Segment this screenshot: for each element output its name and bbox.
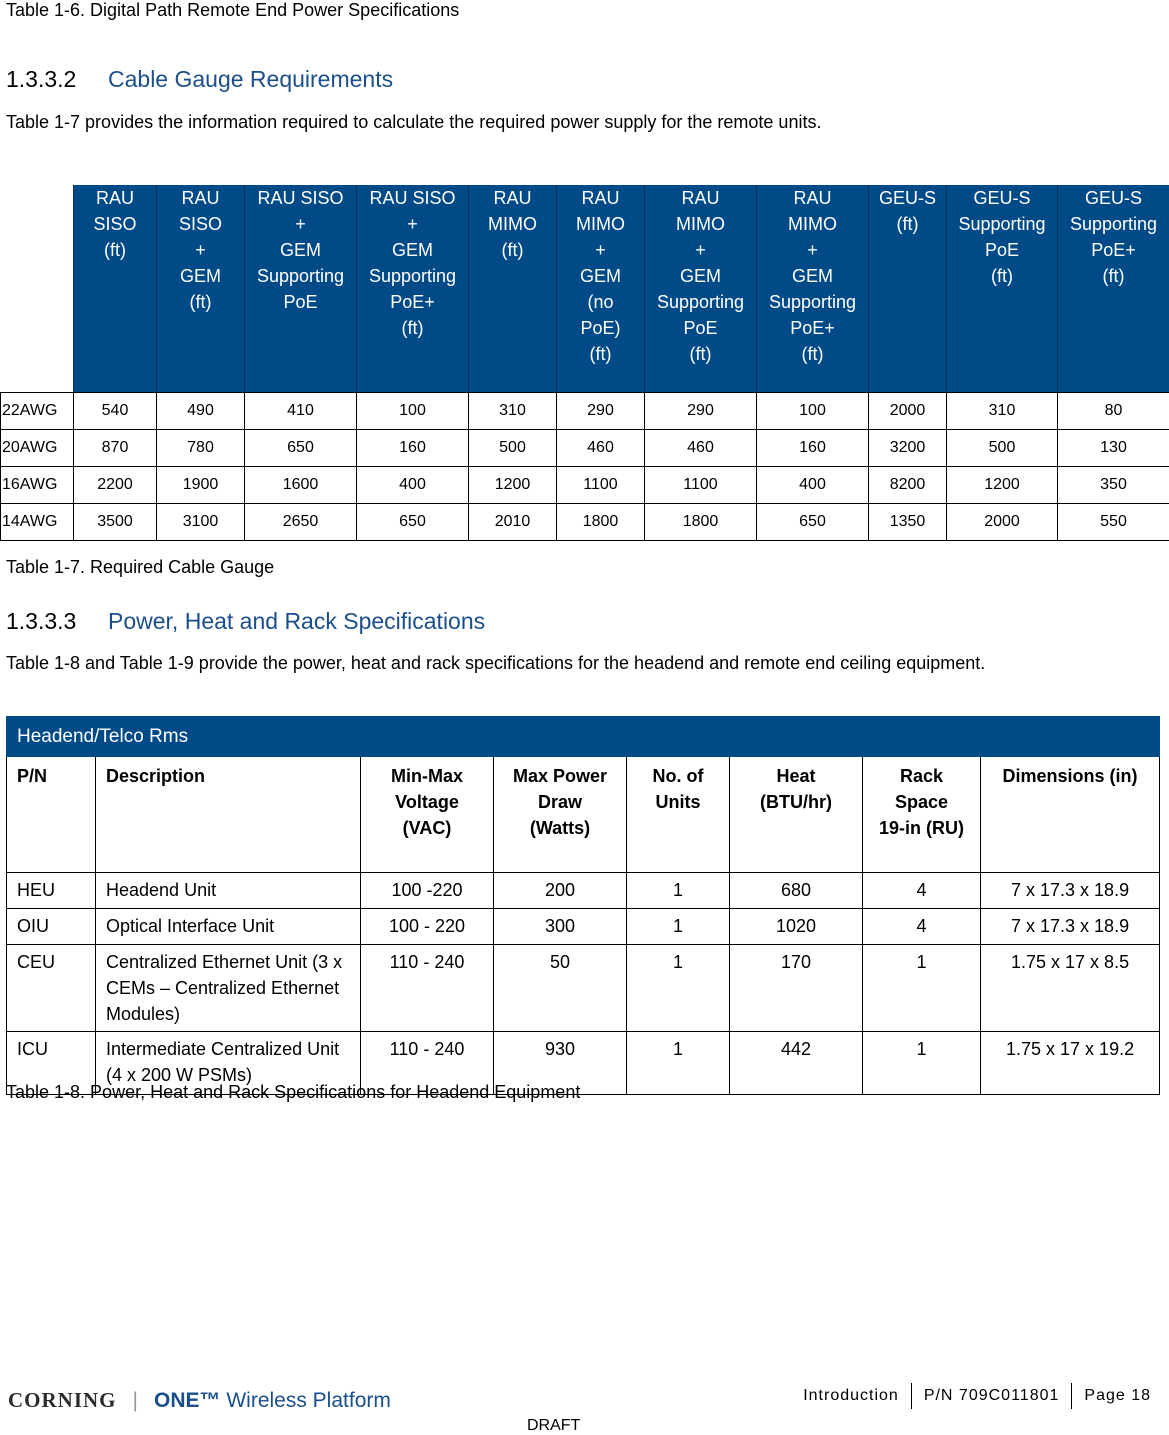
gauge-header-cell: RAU SISO + GEM Supporting PoE <box>245 185 357 392</box>
headend-cell: 7 x 17.3 x 18.9 <box>981 873 1160 909</box>
gauge-cell: 500 <box>947 429 1058 466</box>
table-row <box>1 392 1169 429</box>
headend-cell: 110 - 240 <box>361 945 494 1032</box>
headend-cell: Headend Unit <box>96 873 361 909</box>
gauge-cell: 1800 <box>645 503 757 540</box>
gauge-cell: 290 <box>557 392 645 429</box>
gauge-cell: 1900 <box>157 466 245 503</box>
table-caption-headend: Table 1-8. Power, Heat and Rack Specifications for Headend Equipment <box>6 1082 581 1102</box>
gauge-cell: 460 <box>557 429 645 466</box>
gauge-cell: 650 <box>757 503 869 540</box>
headend-cell: 1 <box>627 873 730 909</box>
gauge-cell: 1100 <box>645 466 757 503</box>
gauge-cell: 1200 <box>469 466 557 503</box>
gauge-row-label: 14AWG <box>1 503 74 540</box>
headend-cell: ICU <box>7 1032 96 1095</box>
gauge-cell: 650 <box>245 429 357 466</box>
headend-header-cell: Min-Max Voltage (VAC) <box>361 757 494 873</box>
gauge-cell: 2000 <box>947 503 1058 540</box>
headend-cell: 1 <box>627 909 730 945</box>
headend-cell: 680 <box>730 873 863 909</box>
gauge-cell: 550 <box>1058 503 1169 540</box>
gauge-cell: 780 <box>157 429 245 466</box>
headend-cell: 200 <box>494 873 627 909</box>
headend-header-cell: P/N <box>7 757 96 873</box>
gauge-cell: 400 <box>357 466 469 503</box>
table-row <box>7 945 1160 1032</box>
table-row <box>1 429 1169 466</box>
headend-cell: 7 x 17.3 x 18.9 <box>981 909 1160 945</box>
headend-cell: 1 <box>627 1032 730 1095</box>
footer-part-number: P/N 709C011801 <box>923 1387 1060 1404</box>
table-row <box>7 873 1160 909</box>
gauge-cell: 540 <box>74 392 157 429</box>
logo-divider: | <box>132 1389 138 1412</box>
headend-cell: 1.75 x 17 x 19.2 <box>981 1032 1160 1095</box>
gauge-header-cell: RAU SISO + GEM Supporting PoE+ (ft) <box>357 185 469 392</box>
gauge-row-label: 20AWG <box>1 429 74 466</box>
headend-cell: 442 <box>730 1032 863 1095</box>
headend-cell: Intermediate Centralized Unit (4 x 200 W PSMs) <box>96 1032 361 1095</box>
headend-band-title: Headend/Telco Rms <box>7 717 1160 757</box>
gauge-cell: 410 <box>245 392 357 429</box>
gauge-cell: 80 <box>1058 392 1169 429</box>
section-heading-power-heat-rack <box>6 608 485 634</box>
gauge-cell: 2650 <box>245 503 357 540</box>
product-one: ONE™ <box>153 1389 221 1412</box>
headend-cell: 1 <box>863 1032 981 1095</box>
gauge-cell: 1200 <box>947 466 1058 503</box>
gauge-header-cell: GEU-S (ft) <box>869 185 947 392</box>
headend-header-cell: Dimensions (in) <box>981 757 1160 873</box>
gauge-cell: 290 <box>645 392 757 429</box>
headend-cell: HEU <box>7 873 96 909</box>
gauge-cell: 1100 <box>557 466 645 503</box>
gauge-cell: 310 <box>469 392 557 429</box>
gauge-cell: 400 <box>757 466 869 503</box>
headend-cell: 1.75 x 17 x 8.5 <box>981 945 1160 1032</box>
headend-header-cell: Rack Space 19-in (RU) <box>863 757 981 873</box>
gauge-cell: 310 <box>947 392 1058 429</box>
gauge-header-cell: RAU MIMO (ft) <box>469 185 557 392</box>
gauge-cell: 500 <box>469 429 557 466</box>
table-caption-cable-gauge: Table 1-7. Required Cable Gauge <box>6 557 275 577</box>
product-name: Wireless Platform <box>220 1389 391 1412</box>
headend-cell: CEU <box>7 945 96 1032</box>
gauge-cell: 3500 <box>74 503 157 540</box>
gauge-cell: 350 <box>1058 466 1169 503</box>
footer-divider <box>1071 1383 1072 1409</box>
brand-name: CORNING <box>8 1388 117 1412</box>
section-intro-power-heat-rack: Table 1-8 and Table 1-9 provide the power, heat and rack specifications for the headend and remote end ceiling equipment. <box>6 653 986 673</box>
section-title: Cable Gauge Requirements <box>108 66 394 92</box>
gauge-cell: 160 <box>757 429 869 466</box>
gauge-cell: 2000 <box>869 392 947 429</box>
table-row <box>7 909 1160 945</box>
gauge-cell: 1350 <box>869 503 947 540</box>
headend-cell: 50 <box>494 945 627 1032</box>
headend-cell: 930 <box>494 1032 627 1095</box>
gauge-header-cell: GEU-S Supporting PoE (ft) <box>947 185 1058 392</box>
gauge-cell: 130 <box>1058 429 1169 466</box>
footer-divider <box>911 1383 912 1409</box>
gauge-cell: 8200 <box>869 466 947 503</box>
gauge-cell: 870 <box>74 429 157 466</box>
previous-table-caption: Table 1-6. Digital Path Remote End Power Specifications <box>6 0 460 20</box>
gauge-cell: 160 <box>357 429 469 466</box>
table-row <box>1 503 1169 540</box>
gauge-header-cell: RAU MIMO + GEM Supporting PoE (ft) <box>645 185 757 392</box>
headend-cell: 4 <box>863 909 981 945</box>
headend-cell: 170 <box>730 945 863 1032</box>
gauge-row-label: 22AWG <box>1 392 74 429</box>
gauge-cell: 3100 <box>157 503 245 540</box>
gauge-cell: 1800 <box>557 503 645 540</box>
gauge-header-cell: RAU MIMO + GEM Supporting PoE+ (ft) <box>757 185 869 392</box>
headend-cell: Centralized Ethernet Unit (3 x CEMs – Centralized Ethernet Modules) <box>96 945 361 1032</box>
gauge-cell: 490 <box>157 392 245 429</box>
headend-cell: 300 <box>494 909 627 945</box>
gauge-header-cell: RAU SISO + GEM (ft) <box>157 185 245 392</box>
footer-section: Introduction <box>803 1387 899 1404</box>
gauge-cell: 650 <box>357 503 469 540</box>
headend-header-cell: No. of Units <box>627 757 730 873</box>
headend-header-cell: Max Power Draw (Watts) <box>494 757 627 873</box>
headend-cell: 4 <box>863 873 981 909</box>
section-number: 1.3.3.3 <box>6 608 77 634</box>
gauge-cell: 460 <box>645 429 757 466</box>
headend-cell: 1 <box>627 945 730 1032</box>
gauge-cell: 1600 <box>245 466 357 503</box>
section-heading-cable-gauge <box>6 66 393 92</box>
footer-page-number: Page 18 <box>1084 1387 1151 1404</box>
gauge-header-row <box>1 185 1169 392</box>
gauge-cell: 3200 <box>869 429 947 466</box>
cable-gauge-table <box>0 185 1169 541</box>
headend-cell: OIU <box>7 909 96 945</box>
section-title: Power, Heat and Rack Specifications <box>108 608 486 634</box>
headend-cell: 100 -220 <box>361 873 494 909</box>
table-row <box>1 466 1169 503</box>
gauge-header-cell: RAU MIMO + GEM (no PoE) (ft) <box>557 185 645 392</box>
gauge-header-cell: RAU SISO (ft) <box>74 185 157 392</box>
headend-cell: 100 - 220 <box>361 909 494 945</box>
gauge-header-cell: GEU-S Supporting PoE+ (ft) <box>1058 185 1169 392</box>
gauge-cell: 100 <box>757 392 869 429</box>
gauge-cell: 100 <box>357 392 469 429</box>
headend-cell: Optical Interface Unit <box>96 909 361 945</box>
gauge-cell: 2200 <box>74 466 157 503</box>
gauge-row-label: 16AWG <box>1 466 74 503</box>
headend-cell: 1 <box>863 945 981 1032</box>
gauge-cell: 2010 <box>469 503 557 540</box>
section-intro-cable-gauge: Table 1-7 provides the information required to calculate the required power supply for the remote units. <box>6 112 822 132</box>
headend-header-row <box>7 757 1160 873</box>
draft-label: DRAFT <box>527 1417 581 1434</box>
corning-one-logo <box>8 1388 391 1413</box>
headend-cell: 1020 <box>730 909 863 945</box>
headend-cell: 110 - 240 <box>361 1032 494 1095</box>
headend-header-cell: Heat (BTU/hr) <box>730 757 863 873</box>
headend-header-cell: Description <box>96 757 361 873</box>
gauge-header-corner <box>1 185 74 392</box>
section-number: 1.3.3.2 <box>6 66 77 92</box>
footer-meta <box>803 1383 1151 1409</box>
headend-spec-table <box>6 716 1160 1095</box>
